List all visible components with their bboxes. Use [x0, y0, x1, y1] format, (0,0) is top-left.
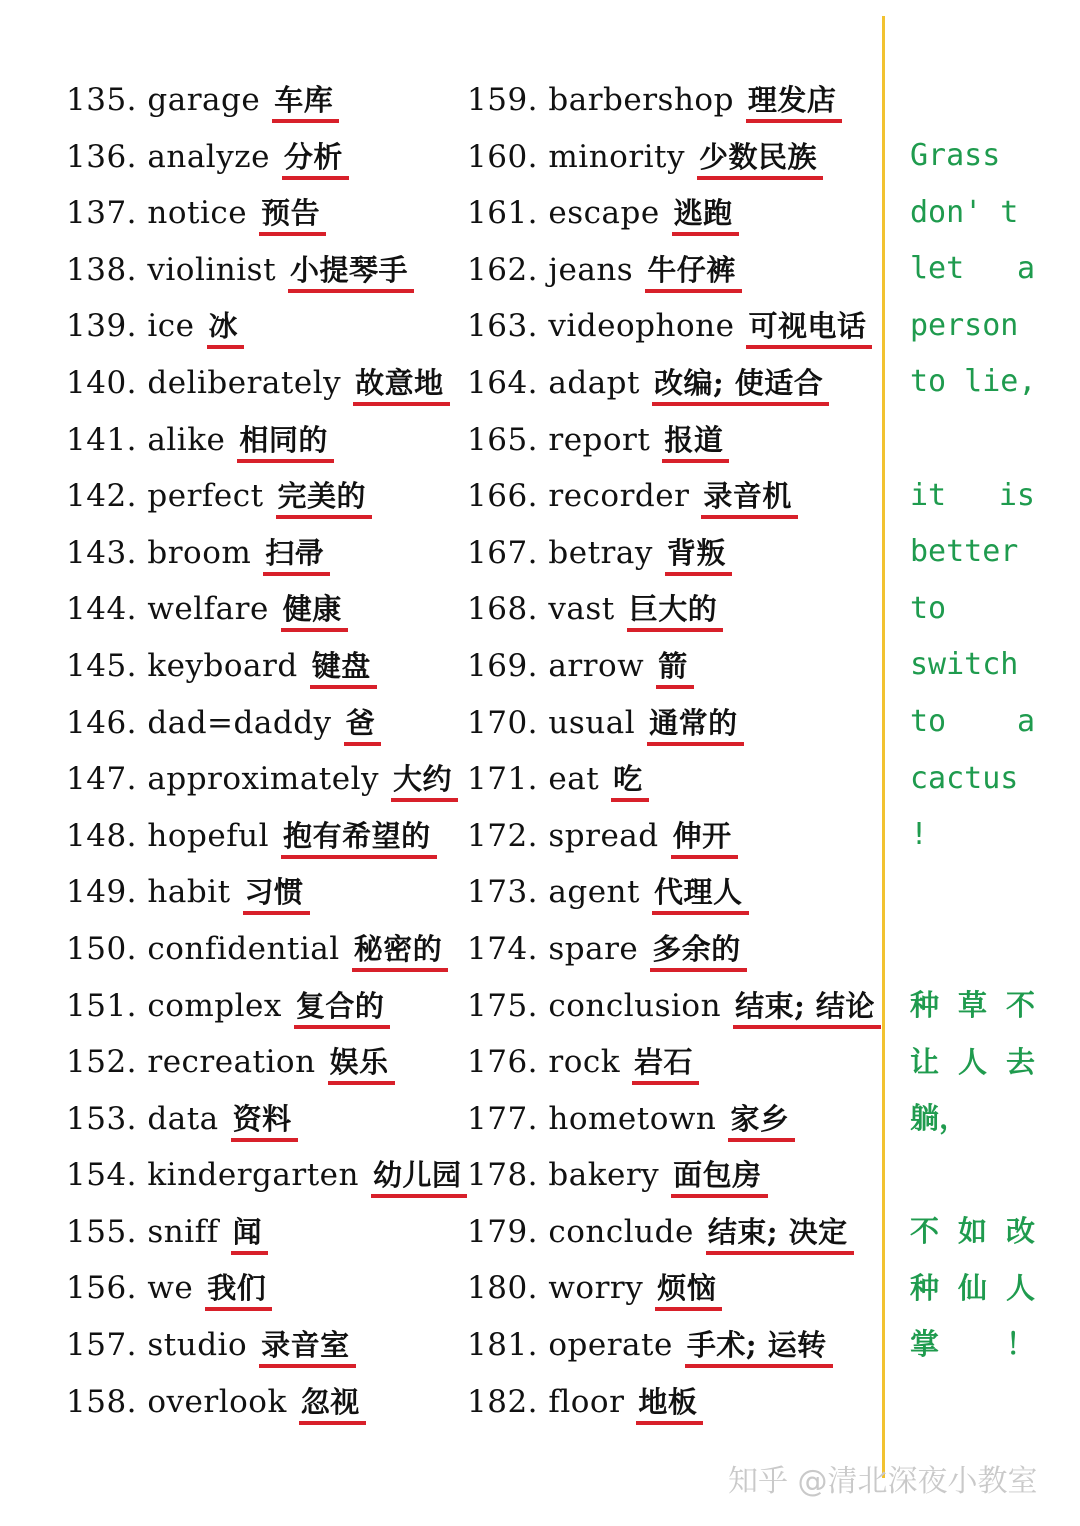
vocab-word: 167. betray — [467, 534, 653, 571]
vocab-meaning: 录音室 — [261, 1325, 356, 1365]
side-quote — [910, 128, 1035, 1373]
vocab-meaning: 背叛 — [667, 533, 732, 573]
vocab-meaning: 小提琴手 — [290, 250, 414, 290]
vocab-meaning: 健康 — [283, 589, 348, 629]
vocab-meaning: 伸开 — [673, 816, 738, 856]
quote-line — [910, 524, 1035, 581]
quote-word: cactus — [910, 760, 1019, 796]
vocab-word: 177. hometown — [467, 1100, 717, 1137]
vocab-entry — [66, 638, 456, 695]
vocab-entry — [66, 1147, 462, 1204]
vocab-meaning: 面包房 — [673, 1155, 768, 1195]
vocab-meaning: 爸 — [346, 703, 382, 743]
quote-line — [910, 1260, 1035, 1317]
vocab-entry — [66, 185, 456, 242]
vocab-word: 143. broom — [66, 534, 252, 571]
quote-word: 去 — [1005, 1044, 1035, 1079]
vocab-word: 150. confidential — [66, 930, 340, 967]
vocab-entry — [467, 129, 867, 186]
quote-word: a — [1016, 251, 1035, 287]
quote-word: to — [910, 703, 947, 739]
vocab-entry — [66, 468, 456, 525]
vocab-entry — [467, 921, 867, 978]
vocab-meaning: 箭 — [658, 646, 694, 686]
vocab-entry — [467, 1260, 867, 1317]
quote-word: Grass — [910, 138, 1001, 173]
quote-word: is — [998, 477, 1035, 513]
quote-line — [910, 807, 1035, 864]
vocab-entry — [467, 864, 867, 921]
vocab-entry — [467, 525, 867, 582]
vocab-meaning: 娱乐 — [330, 1042, 395, 1082]
vocab-meaning: 相同的 — [239, 420, 334, 460]
vocab-entry — [467, 468, 867, 525]
vocab-word: 176. rock — [467, 1044, 621, 1081]
column-divider — [882, 16, 885, 1478]
vocab-meaning: 结束; 决定 — [708, 1212, 854, 1252]
quote-line — [910, 1203, 1035, 1260]
quote-line — [910, 128, 1035, 185]
quote-word: ! — [910, 817, 929, 853]
vocab-word: 152. recreation — [66, 1044, 316, 1081]
quote-line — [910, 694, 1035, 751]
vocab-word: 161. escape — [467, 195, 660, 232]
vocab-word: 141. alike — [66, 421, 226, 458]
vocab-word: 151. complex — [66, 987, 282, 1024]
vocab-entry — [467, 412, 867, 469]
vocab-meaning: 幼儿园 — [373, 1155, 468, 1195]
vocab-word: 172. spread — [467, 817, 659, 854]
vocab-word: 165. report — [467, 421, 651, 458]
vocab-meaning: 大约 — [393, 759, 458, 799]
vocab-word: 181. operate — [467, 1327, 673, 1364]
vocab-entry — [66, 1091, 456, 1148]
vocab-entry — [467, 1034, 867, 1091]
vocab-word: 154. kindergarten — [66, 1157, 359, 1194]
quote-line — [910, 581, 1035, 638]
vocab-entry — [467, 1147, 867, 1204]
vocab-meaning: 忽视 — [301, 1382, 366, 1422]
vocab-entry — [66, 1034, 456, 1091]
vocab-meaning: 结束; 结论 — [735, 986, 881, 1026]
vocab-word: 182. floor — [467, 1383, 625, 1420]
vocab-entry — [66, 355, 456, 412]
vocab-entry — [467, 751, 867, 808]
vocab-word: 170. usual — [467, 704, 636, 741]
vocab-word: 155. sniff — [66, 1213, 219, 1250]
vocab-word: 173. agent — [467, 874, 640, 911]
vocab-word: 142. perfect — [66, 478, 264, 515]
vocab-word: 148. hopeful — [66, 817, 270, 854]
vocab-entry — [66, 695, 456, 752]
vocab-entry — [467, 638, 867, 695]
vocab-entry — [467, 72, 867, 129]
quote-line — [910, 1316, 1035, 1373]
word-list-right — [467, 72, 875, 1430]
word-list-left — [66, 72, 462, 1430]
vocab-meaning: 故意地 — [355, 363, 450, 403]
vocab-meaning: 岩石 — [634, 1042, 699, 1082]
vocab-word: 158. overlook — [66, 1383, 287, 1420]
vocab-entry — [66, 72, 456, 129]
vocab-meaning: 通常的 — [649, 703, 744, 743]
vocab-word: 166. recorder — [467, 478, 690, 515]
vocab-entry — [66, 242, 456, 299]
vocab-word: 144. welfare — [66, 591, 269, 628]
vocab-meaning: 报道 — [664, 420, 729, 460]
vocab-meaning: 理发店 — [748, 80, 843, 120]
vocab-meaning: 吃 — [613, 759, 649, 799]
vocab-meaning: 分析 — [284, 137, 349, 177]
vocab-meaning: 复合的 — [296, 986, 391, 1026]
vocab-meaning: 手术; 运转 — [687, 1325, 833, 1365]
vocab-word: 149. habit — [66, 874, 231, 911]
vocab-word: 162. jeans — [467, 251, 634, 288]
vocab-entry — [467, 355, 867, 412]
vocab-word: 137. notice — [66, 195, 248, 232]
vocab-entry — [66, 129, 456, 186]
quote-line — [910, 637, 1035, 694]
watermark: 知乎 @清北深夜小教室 — [728, 1464, 1038, 1499]
vocab-meaning: 多余的 — [652, 929, 747, 969]
vocab-word: 160. minority — [467, 138, 686, 175]
vocab-word: 179. conclude — [467, 1213, 694, 1250]
quote-word: switch — [910, 647, 1019, 683]
vocab-meaning: 键盘 — [312, 646, 377, 686]
vocab-meaning: 资料 — [233, 1099, 298, 1139]
vocab-entry — [66, 1317, 456, 1374]
quote-spacer — [910, 864, 1035, 921]
vocab-word: 157. studio — [66, 1327, 248, 1364]
quote-word: 不 — [910, 1214, 940, 1249]
vocab-entry — [66, 1374, 456, 1431]
vocab-word: 180. worry — [467, 1270, 644, 1307]
quote-word: don' t — [910, 194, 1019, 230]
quote-line — [910, 411, 1035, 468]
vocab-word: 146. dad=daddy — [66, 704, 332, 741]
vocab-entry — [467, 581, 867, 638]
quote-line — [910, 468, 1035, 525]
vocab-meaning: 秘密的 — [354, 929, 449, 969]
quote-line — [910, 751, 1035, 808]
vocab-word: 156. we — [66, 1270, 194, 1307]
vocab-word: 178. bakery — [467, 1157, 660, 1194]
vocab-word: 168. vast — [467, 591, 615, 628]
vocab-meaning: 地板 — [638, 1382, 703, 1422]
quote-word: 改 — [1005, 1214, 1035, 1249]
vocab-entry — [66, 1204, 456, 1261]
vocab-entry — [66, 1260, 456, 1317]
vocab-entry — [467, 695, 867, 752]
quote-spacer — [910, 920, 1035, 977]
vocab-word: 171. eat — [467, 761, 600, 798]
quote-line — [910, 185, 1035, 242]
quote-word: 种 — [910, 1270, 940, 1305]
vocab-word: 135. garage — [66, 82, 261, 118]
vocab-word: 138. violinist — [66, 251, 277, 288]
vocab-entry — [66, 978, 456, 1035]
vocab-word: 140. deliberately — [66, 364, 342, 401]
quote-word: better — [910, 534, 1019, 570]
vocab-entry — [467, 1204, 867, 1261]
quote-line — [910, 1147, 1035, 1204]
vocab-entry — [467, 1374, 867, 1431]
vocab-entry — [467, 978, 875, 1035]
vocab-word: 153. data — [66, 1100, 219, 1137]
quote-word: person — [910, 307, 1019, 343]
vocab-word: 169. arrow — [467, 647, 645, 684]
vocab-word: 159. barbershop — [467, 82, 734, 118]
vocab-meaning: 烦恼 — [657, 1268, 722, 1308]
vocab-entry — [467, 1091, 867, 1148]
vocab-meaning: 习惯 — [245, 872, 310, 912]
quote-word: ！ — [1005, 1327, 1035, 1362]
vocab-word: 175. conclusion — [467, 987, 722, 1024]
vocab-meaning: 逃跑 — [674, 193, 739, 233]
quote-word: it — [910, 477, 947, 513]
vocab-entry — [66, 808, 456, 865]
vocab-entry — [467, 185, 867, 242]
quote-word: 草 — [957, 987, 987, 1022]
vocab-word: 147. approximately — [66, 761, 380, 798]
vocab-meaning: 我们 — [207, 1268, 272, 1308]
vocab-entry — [66, 525, 456, 582]
vocab-word: 136. analyze — [66, 138, 270, 175]
quote-word: 不 — [1005, 987, 1035, 1022]
vocab-meaning: 抱有希望的 — [283, 816, 437, 856]
vocab-meaning: 车库 — [274, 80, 339, 120]
vocab-word: 139. ice — [66, 308, 195, 345]
quote-word: 人 — [1005, 1270, 1035, 1305]
quote-line — [910, 1090, 1035, 1147]
vocab-entry — [467, 298, 867, 355]
quote-line — [910, 241, 1035, 298]
vocab-entry — [66, 581, 456, 638]
quote-word: 仙 — [957, 1270, 987, 1305]
vocab-entry — [467, 1317, 867, 1374]
vocab-entry — [66, 921, 456, 978]
quote-word: 种 — [910, 987, 940, 1022]
quote-word: to — [910, 590, 947, 626]
quote-word: let — [910, 251, 965, 287]
vocab-meaning: 扫帚 — [265, 533, 330, 573]
vocab-meaning: 改编; 使适合 — [654, 363, 829, 403]
quote-word: 掌 — [910, 1327, 940, 1362]
quote-word: to lie, — [910, 364, 1037, 400]
vocab-entry — [66, 412, 456, 469]
vocab-meaning: 可视电话 — [748, 306, 872, 346]
vocab-word: 145. keyboard — [66, 647, 298, 684]
vocab-meaning: 家乡 — [730, 1099, 795, 1139]
vocab-word: 174. spare — [467, 930, 639, 967]
vocab-entry — [66, 298, 456, 355]
vocab-entry — [467, 808, 867, 865]
quote-line — [910, 977, 1035, 1034]
quote-line — [910, 1034, 1035, 1091]
vocab-meaning: 少数民族 — [699, 137, 823, 177]
vocab-meaning: 巨大的 — [629, 589, 724, 629]
vocab-meaning: 完美的 — [278, 476, 373, 516]
vocab-meaning: 闻 — [233, 1212, 269, 1252]
quote-word: 让 — [910, 1044, 940, 1079]
vocab-word: 163. videophone — [467, 308, 735, 345]
vocab-entry — [66, 751, 456, 808]
quote-word: 如 — [957, 1214, 987, 1249]
vocab-entry — [66, 864, 456, 921]
quote-line — [910, 354, 1035, 411]
quote-line — [910, 298, 1035, 355]
vocab-meaning: 预告 — [261, 193, 326, 233]
quote-word: 人 — [957, 1044, 987, 1079]
quote-word: 躺， — [910, 1101, 969, 1136]
vocab-meaning: 牛仔裤 — [647, 250, 742, 290]
vocab-word: 164. adapt — [467, 364, 640, 401]
quote-word: a — [1016, 703, 1035, 739]
vocab-meaning: 录音机 — [703, 476, 798, 516]
vocab-meaning: 冰 — [209, 306, 245, 346]
vocab-meaning: 代理人 — [654, 872, 749, 912]
vocab-entry — [467, 242, 867, 299]
